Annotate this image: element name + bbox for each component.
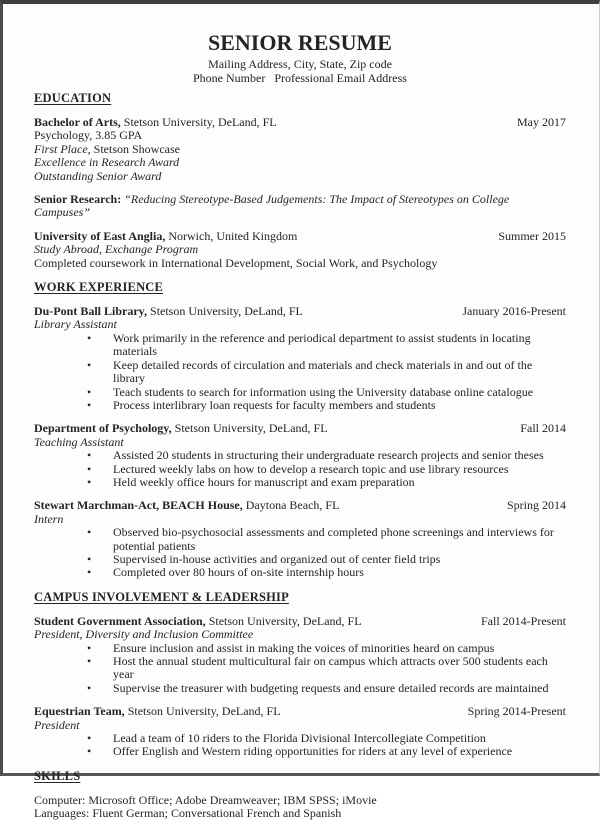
entry-title — [34, 615, 473, 628]
entry-line-italic-text: Study Abroad, Exchange Program — [34, 242, 199, 257]
entry-location: Stetson University, DeLand, FL — [147, 304, 303, 319]
section-entries — [34, 615, 566, 759]
entry-line-italic-text: First Place, — [34, 141, 91, 156]
entry-header — [34, 499, 566, 512]
bullet-item — [34, 553, 566, 566]
entry-lines — [34, 794, 566, 821]
entry-bullets — [34, 332, 566, 412]
entry-line — [34, 243, 566, 256]
entry-line-normal-text: Completed coursework in International Development, Social Work, and Psychology — [34, 255, 438, 270]
entry-line-italic-text: President — [34, 717, 80, 732]
entry-line-italic-text: Excellence in Research Award — [34, 155, 180, 170]
bullet-item — [34, 732, 566, 745]
resume-entry — [34, 193, 566, 220]
entry-org: Bachelor of Arts, — [34, 115, 121, 129]
entry-bullets — [34, 732, 566, 759]
entry-line — [34, 257, 566, 270]
resume-entry — [34, 794, 566, 821]
bullet-text: Teach students to search for information using the University database online catalogue — [113, 384, 534, 399]
bullet-text: Host the annual student multicultural fair on campus which attracts over 500 students each year — [113, 654, 548, 682]
entry-title — [34, 705, 460, 718]
entry-header — [34, 615, 566, 628]
resume-entry — [34, 230, 566, 270]
entry-title — [34, 230, 490, 243]
entry-lines — [34, 318, 566, 331]
bullet-item — [34, 359, 566, 386]
resume-title: SENIOR RESUME — [208, 30, 392, 55]
entry-lines — [34, 129, 566, 183]
entry-line-normal-text: Psychology, 3.85 GPA — [34, 128, 143, 143]
entry-header — [34, 193, 566, 220]
entry-line — [34, 807, 566, 820]
entry-location: Daytona Beach, FL — [242, 498, 340, 513]
bullet-item — [34, 332, 566, 359]
entry-date: Summer 2015 — [498, 228, 566, 243]
entry-date: Spring 2014 — [506, 498, 566, 513]
contact-line: Phone Number Professional Email Address — [193, 70, 407, 85]
resume-entry — [34, 422, 566, 489]
section-heading: WORK EXPERIENCE — [34, 280, 164, 295]
entry-line — [34, 513, 566, 526]
entry-date: May 2017 — [517, 115, 566, 129]
entry-lines — [34, 436, 566, 449]
bullet-item — [34, 655, 566, 682]
resume-header — [34, 31, 566, 85]
bullet-text: Held weekly office hours for manuscript and exam preparation — [113, 474, 415, 489]
entry-header — [34, 705, 566, 718]
entry-org: Senior Research: — [34, 192, 122, 207]
entry-date — [558, 193, 566, 220]
entry-line — [34, 143, 566, 156]
bullet-text: Assisted 20 students in structuring their undergraduate research projects and senior theses — [113, 448, 544, 463]
entry-bullets — [34, 526, 566, 580]
resume-entry — [34, 705, 566, 759]
resume-entry — [34, 305, 566, 412]
resume-section — [34, 280, 566, 580]
resume-section — [34, 769, 566, 821]
bullet-item — [34, 642, 566, 655]
bullet-item — [34, 449, 566, 462]
bullet-item — [34, 386, 566, 399]
entry-line — [34, 794, 566, 807]
entry-location: Stetson University, DeLand, FL — [205, 613, 362, 628]
bullet-item — [34, 566, 566, 579]
bullet-text: Lectured weekly labs on how to develop a research topic and use library resources — [113, 461, 509, 476]
bullet-item — [34, 682, 566, 695]
entry-date: Spring 2014-Present — [467, 704, 566, 719]
bullet-text: Observed bio-psychosocial assessments and completed phone screenings and interviews for potential patients — [113, 525, 554, 553]
entry-org: University of East Anglia, — [34, 228, 166, 243]
entry-location: Stetson University, DeLand, FL — [120, 115, 277, 129]
entry-location: Norwich, United Kingdom — [165, 228, 298, 243]
entry-org: Student Government Association, — [34, 613, 206, 628]
entry-lines — [34, 243, 566, 270]
entry-bullets — [34, 642, 566, 696]
entry-line-italic-text: Intern — [34, 511, 64, 526]
entry-date: Fall 2014-Present — [481, 613, 566, 628]
entry-line-italic-text: President, Diversity and Inclusion Committee — [34, 627, 254, 642]
entry-bullets — [34, 449, 566, 489]
entry-line-normal-text: Computer: Microsoft Office; Adobe Dreamweaver; IBM SPSS; iMovie — [34, 792, 377, 807]
entry-line-normal-text: Languages: Fluent German; Conversational French and Spanish — [34, 806, 342, 821]
bullet-text: Supervised in-house activities and organized out of center field trips — [113, 551, 441, 566]
bullet-text: Offer English and Western riding opportunities for riders at any level of experience — [113, 744, 513, 759]
entry-line — [34, 318, 566, 331]
entry-org: Department of Psychology, — [34, 421, 172, 436]
entry-lines — [34, 719, 566, 732]
entry-line-italic-text: Outstanding Senior Award — [34, 168, 162, 183]
entry-line — [34, 170, 566, 183]
entry-lines — [34, 513, 566, 526]
bullet-item — [34, 745, 566, 758]
bullet-text: Process interlibrary loan requests for faculty members and students — [113, 397, 436, 412]
bullet-text: Keep detailed records of circulation and materials and check materials in and out of the library — [113, 357, 533, 386]
entry-title — [34, 116, 509, 129]
entry-title — [34, 499, 499, 512]
entry-date: January 2016-Present — [462, 304, 566, 319]
entry-line — [34, 436, 566, 449]
entry-org: Equestrian Team, — [34, 704, 125, 719]
entry-location: Stetson University, DeLand, FL — [171, 421, 328, 436]
resume-body — [34, 91, 566, 821]
bullet-text: Work primarily in the reference and periodical department to assist students in locating materials — [113, 330, 531, 359]
bullet-item — [34, 526, 566, 553]
entry-line — [34, 719, 566, 732]
resume-section — [34, 91, 566, 270]
entry-header — [34, 422, 566, 435]
entry-title — [34, 305, 454, 318]
entry-header — [34, 230, 566, 243]
entry-line — [34, 156, 566, 169]
entry-line-italic-text: Library Assistant — [34, 317, 117, 332]
bullet-text: Lead a team of 10 riders to the Florida Divisional Intercollegiate Competition — [113, 731, 486, 746]
bullet-text: Completed over 80 hours of on-site internship hours — [113, 565, 364, 580]
bullet-item — [34, 463, 566, 476]
entry-location: “Reducing Stereotype-Based Judgements: The Impact of Stereotypes on College Campuses” — [34, 192, 510, 220]
resume-entry — [34, 499, 566, 579]
address-line: Mailing Address, City, State, Zip code — [208, 57, 392, 71]
entry-lines — [34, 628, 566, 641]
entry-line-italic-text: Teaching Assistant — [34, 434, 124, 449]
section-heading: EDUCATION — [34, 91, 112, 105]
entry-header — [34, 116, 566, 129]
section-heading: SKILLS — [34, 768, 81, 783]
bullet-item — [34, 399, 566, 412]
resume-entry — [34, 615, 566, 695]
section-entries — [34, 794, 566, 821]
bullet-text: Supervise the treasurer with budgeting requests and ensure detailed records are maintained — [113, 680, 549, 695]
entry-line-normal-text: Stetson Showcase — [90, 141, 180, 156]
entry-org: Du-Pont Ball Library, — [34, 304, 148, 319]
section-entries — [34, 305, 566, 580]
entry-line — [34, 628, 566, 641]
entry-title — [34, 193, 558, 220]
section-heading: CAMPUS INVOLVEMENT & LEADERSHIP — [34, 589, 289, 604]
entry-title — [34, 422, 512, 435]
bullet-text: Ensure inclusion and assist in making the voices of minorities heard on campus — [113, 640, 495, 655]
entry-line — [34, 129, 566, 142]
section-entries — [34, 116, 566, 270]
resume-entry — [34, 116, 566, 183]
bullet-item — [34, 476, 566, 489]
entry-date: Fall 2014 — [520, 421, 566, 436]
entry-org: Stewart Marchman-Act, BEACH House, — [34, 498, 243, 513]
resume-section — [34, 590, 566, 759]
entry-header — [34, 305, 566, 318]
entry-location: Stetson University, DeLand, FL — [124, 704, 281, 719]
